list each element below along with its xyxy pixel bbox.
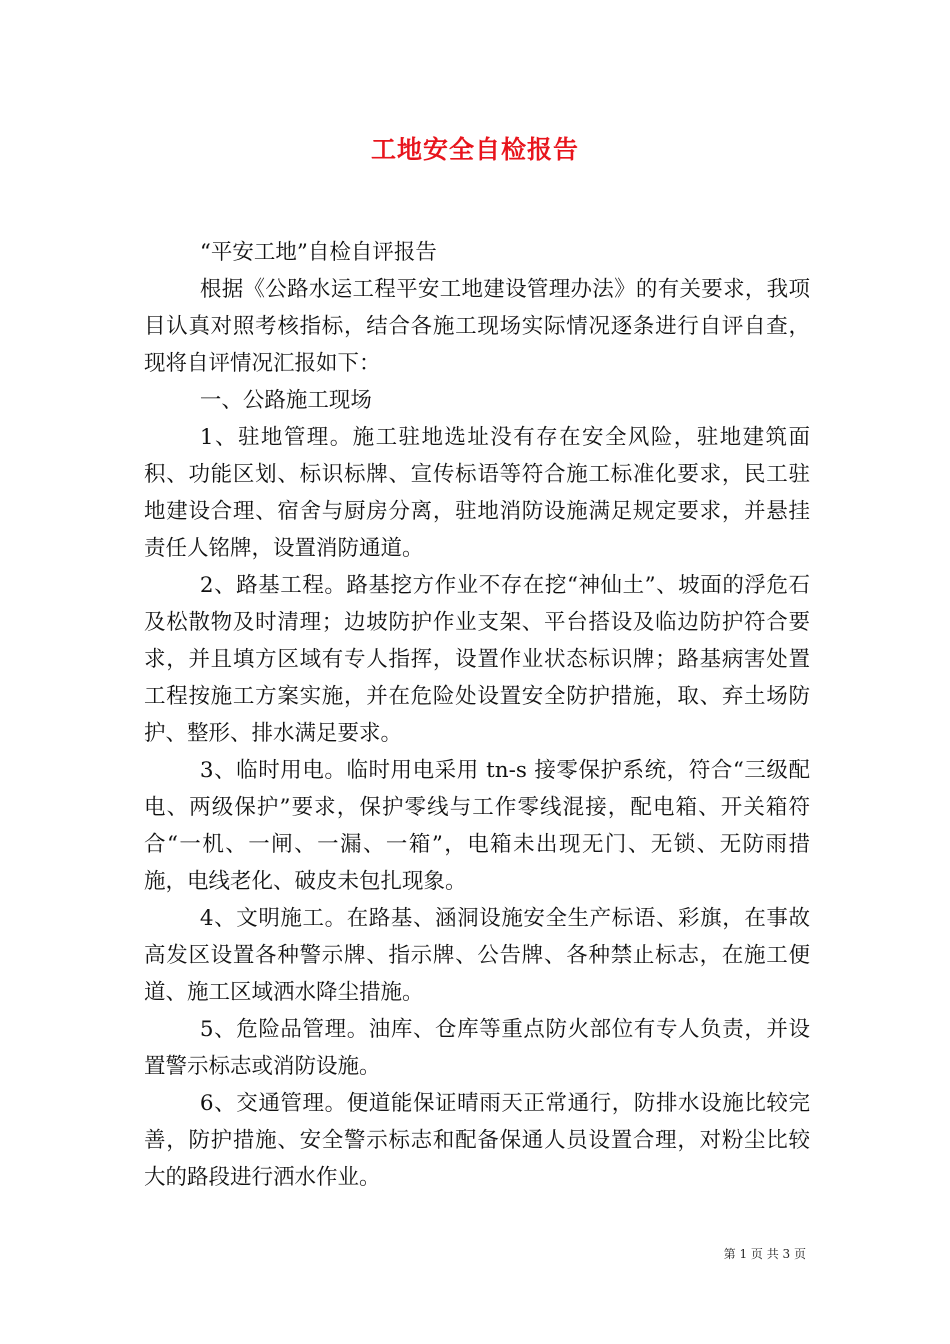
item-camp-management: 1、驻地管理。施工驻地选址没有存在安全风险，驻地建筑面积、功能区划、标识标牌、宣传标语等符合施工标准化要求，民工驻地建设合理、宿舍与厨房分离，驻地消防设施满足规定要求，并悬挂责任人铭牌，设置消防通道。 [144, 425, 810, 561]
item-civilized-construction: 4、文明施工。在路基、涵洞设施安全生产标语、彩旗，在事故高发区设置各种警示牌、指示牌、公告牌、各种禁止标志，在施工便道、施工区域洒水降尘措施。 [144, 906, 810, 1005]
document-title: 工地安全自检报告 [370, 135, 579, 164]
item-subgrade-works: 2、路基工程。路基挖方作业不存在挖“神仙土”、坡面的浮危石及松散物及时清理；边坡防护作业支架、平台搭设及临边防护符合要求，并且填方区域有专人指挥，设置作业状态标识牌；路基病害处置工程按施工方案实施，并在危险处设置安全防护措施，取、弃土场防护、整形、排水满足要求。 [144, 573, 810, 746]
page-number: 第 1 页 共 3 页 [723, 1247, 806, 1261]
item-traffic-management: 6、交通管理。便道能保证晴雨天正常通行，防排水设施比较完善，防护措施、安全警示标志和配备保通人员设置合理，对粉尘比较大的路段进行洒水作业。 [144, 1091, 810, 1190]
intro-paragraph: 根据《公路水运工程平安工地建设管理办法》的有关要求，我项目认真对照考核指标，结合各施工现场实际情况逐条进行自评自查，现将自评情况汇报如下： [144, 277, 810, 376]
item-temporary-power: 3、临时用电。临时用电采用 tn-s 接零保护系统，符合“三级配电、两级保护”要求，保护零线与工作零线混接，配电箱、开关箱符合“一机、一闸、一漏、一箱”，电箱未出现无门、无锁、无防雨措施，电线老化、破皮未包扎现象。 [144, 758, 810, 894]
document-body [144, 234, 810, 1196]
section-heading: 一、公路施工现场 [199, 388, 372, 413]
item-hazardous-materials: 5、危险品管理。油库、仓库等重点防火部位有专人负责，并设置警示标志或消防设施。 [144, 1017, 810, 1079]
report-subtitle: “平安工地”自检自评报告 [199, 240, 437, 265]
